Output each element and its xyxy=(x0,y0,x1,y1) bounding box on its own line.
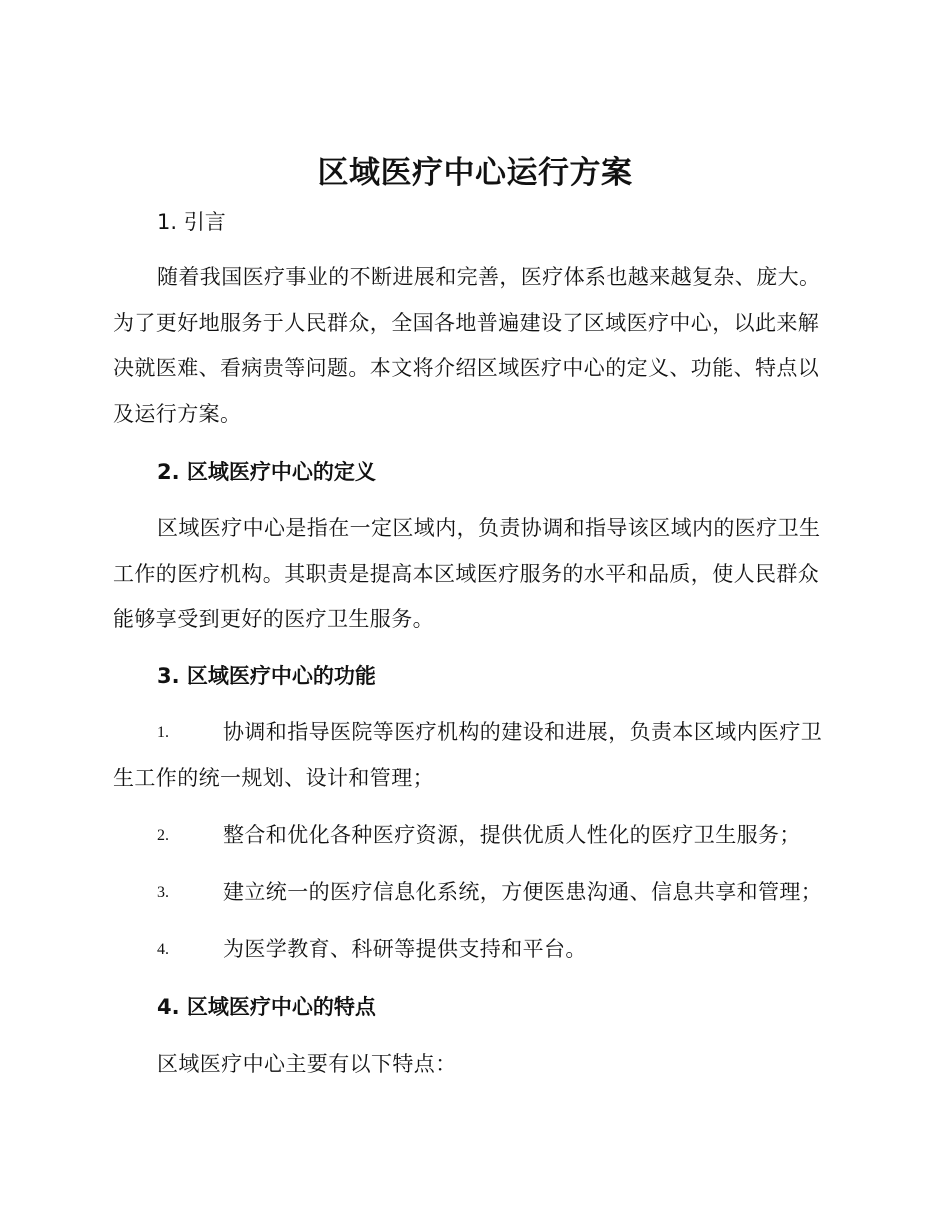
section-heading-definition: 2. 区域医疗中心的定义 xyxy=(157,460,376,484)
paragraph-line: 能够享受到更好的医疗卫生服务。 xyxy=(113,607,434,631)
function-list-item xyxy=(113,870,835,916)
features-paragraph xyxy=(113,1042,833,1088)
paragraph-line: 区域医疗中心是指在一定区域内，负责协调和指导该区域内的医疗卫生 xyxy=(157,516,821,540)
list-item-number: 3. xyxy=(157,884,169,901)
paragraph-line: 区域医疗中心主要有以下特点： xyxy=(157,1052,457,1076)
function-list-item xyxy=(113,710,835,801)
paragraph-line: 随着我国医疗事业的不断进展和完善，医疗体系也越来越复杂、庞大。 xyxy=(157,265,821,289)
function-list-item xyxy=(113,927,835,973)
list-item-number: 4. xyxy=(157,941,169,958)
list-item-line: 建立统一的医疗信息化系统，方便医患沟通、信息共享和管理； xyxy=(223,880,823,904)
list-item-number: 2. xyxy=(157,827,169,844)
definition-paragraph xyxy=(113,506,833,643)
section-heading-introduction: 1. 引言 xyxy=(157,210,226,234)
paragraph-line: 工作的医疗机构。其职责是提高本区域医疗服务的水平和品质，使人民群众 xyxy=(113,561,820,586)
paragraph-line: 决就医难、看病贵等问题。本文将介绍区域医疗中心的定义、功能、特点以 xyxy=(113,356,820,380)
paragraph-line: 及运行方案。 xyxy=(113,401,242,426)
list-item-line: 协调和指导医院等医疗机构的建设和进展，负责本区域内医疗卫 xyxy=(223,720,823,744)
function-list-item xyxy=(113,813,835,859)
paragraph-line: 为了更好地服务于人民群众，全国各地普遍建设了区域医疗中心，以此来解 xyxy=(113,310,820,335)
list-item-line: 生工作的统一规划、设计和管理； xyxy=(113,765,434,790)
section-heading-features: 4. 区域医疗中心的特点 xyxy=(157,995,376,1019)
section-heading-functions: 3. 区域医疗中心的功能 xyxy=(157,664,376,688)
list-item-number: 1. xyxy=(157,724,169,741)
introduction-paragraph xyxy=(113,255,833,437)
list-item-line: 为医学教育、科研等提供支持和平台。 xyxy=(223,937,587,961)
document-title: 区域医疗中心运行方案 xyxy=(317,155,633,191)
list-item-line: 整合和优化各种医疗资源，提供优质人性化的医疗卫生服务； xyxy=(223,823,801,847)
